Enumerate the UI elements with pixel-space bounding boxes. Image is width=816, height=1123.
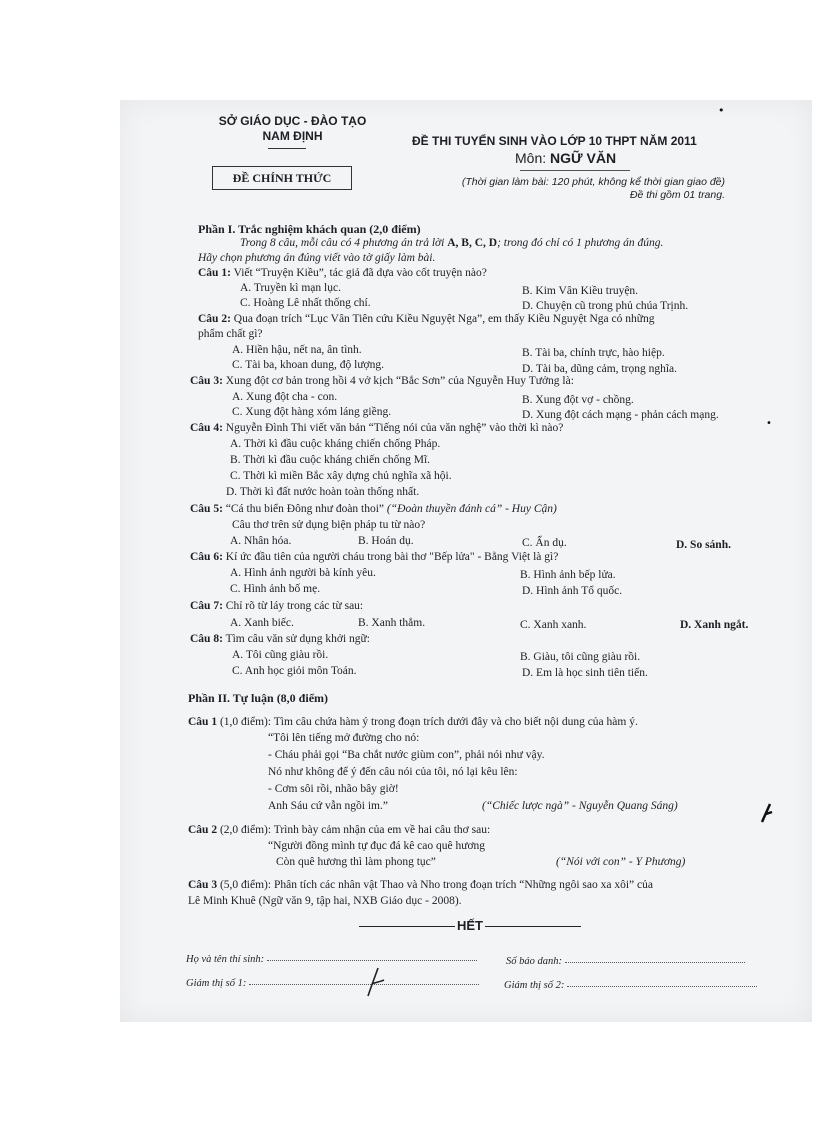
question-7-label: Câu 7:: [190, 600, 223, 612]
part2-title: Phần II. Tự luận (8,0 điểm): [188, 691, 329, 705]
q1-option-c: C. Hoàng Lê nhất thống chí.: [240, 297, 371, 309]
q7-option-d: D. Xanh ngắt.: [680, 619, 749, 631]
official-exam-box: ĐỀ CHÍNH THỨC: [212, 166, 352, 190]
question-5-source: (“Đoàn thuyền đánh cá” - Huy Cận): [386, 503, 557, 515]
department-header: [205, 114, 380, 144]
q3-option-c: C. Xung đột hàng xóm láng giềng.: [232, 406, 392, 418]
instruction-text-2: ; trong đó chỉ có 1 phương án đúng.: [497, 237, 664, 249]
q8-option-c: C. Anh học giỏi môn Toán.: [232, 665, 357, 677]
end-marker: [357, 918, 583, 933]
q4-option-c: C. Thời kì miền Bắc xây dựng chủ nghĩa xã hội.: [230, 470, 452, 482]
part1-instruction: [240, 236, 663, 252]
question-4: [190, 421, 563, 437]
ink-dot: •: [766, 418, 772, 429]
question-6-text: Kí ức đầu tiên của người cháu trong bài thơ "Bếp lửa" - Bằng Việt là gì?: [225, 551, 559, 563]
essay-1-score: (1,0 điểm):: [219, 716, 272, 728]
q4-option-b: B. Thời kì đầu cuộc kháng chiến chống Mĩ.: [230, 454, 431, 466]
question-1: [198, 266, 487, 282]
q7-option-c: C. Xanh xanh.: [520, 619, 587, 631]
q2-option-c: C. Tài ba, khoan dung, độ lượng.: [232, 359, 385, 371]
question-2-text: Qua đoạn trích “Lục Vân Tiên cứu Kiều Nguyệt Nga”, em thấy Kiều Nguyệt Nga có những: [233, 313, 655, 325]
invigilator-2-line: [567, 985, 757, 987]
essay-1-quote-line-5: Anh Sáu cứ vẫn ngồi im.”: [268, 800, 388, 812]
end-label: HẾT: [457, 918, 483, 933]
department-line-2: NAM ĐỊNH: [262, 129, 323, 143]
question-1-label: Câu 1:: [198, 267, 231, 279]
q4-option-a: A. Thời kì đầu cuộc kháng chiến chống Pháp.: [230, 438, 441, 450]
question-5-text-line2: Câu thơ trên sử dụng biện pháp tu từ nào?: [232, 519, 426, 531]
q1-option-d: D. Chuyện cũ trong phủ chúa Trịnh.: [522, 300, 689, 312]
q8-option-d: D. Em là học sinh tiên tiến.: [522, 667, 648, 679]
question-6-label: Câu 6:: [190, 551, 223, 563]
q6-option-c: C. Hình ảnh bố mẹ.: [230, 583, 321, 595]
subject-label: Môn:: [515, 150, 547, 166]
question-2: [198, 312, 655, 328]
q6-option-a: A. Hình ảnh người bà kính yêu.: [230, 567, 376, 579]
q3-option-a: A. Xung đột cha - con.: [232, 391, 338, 403]
instruction-text-1: Trong 8 câu, mỗi câu có 4 phương án trả lời: [240, 237, 445, 249]
q6-option-d: D. Hình ảnh Tổ quốc.: [522, 585, 623, 597]
q3-option-d: D. Xung đột cách mạng - phản cách mạng.: [522, 409, 719, 421]
candidate-number-field: [506, 956, 745, 967]
q6-option-b: B. Hình ảnh bếp lửa.: [520, 569, 616, 581]
candidate-number-line: [565, 961, 745, 963]
subject-divider: [520, 170, 630, 171]
question-3-label: Câu 3:: [190, 375, 223, 387]
part1-title: Phần I. Trắc nghiệm khách quan (2,0 điểm): [198, 222, 421, 236]
essay-3-label: Câu 3: [188, 879, 218, 891]
part1-instruction-line2: Hãy chọn phương án đúng viết vào tờ giấy làm bài.: [198, 252, 436, 264]
q5-option-b: B. Hoán dụ.: [358, 535, 414, 547]
question-2-label: Câu 2:: [198, 313, 231, 325]
question-7-text: Chỉ rõ từ láy trong các từ sau:: [225, 600, 364, 612]
q5-option-a: A. Nhân hóa.: [230, 535, 292, 547]
exam-title: ĐỀ THI TUYỂN SINH VÀO LỚP 10 THPT NĂM 2011: [412, 134, 697, 148]
essay-1-quote-line-4: - Cơm sôi rồi, nhão bây giờ!: [268, 783, 399, 795]
essay-2-quote-line-2: Còn quê hương thì làm phong tục”: [276, 856, 436, 868]
signature-mark: [364, 966, 386, 998]
pen-mark-right: [756, 800, 778, 826]
essay-2-label: Câu 2: [188, 824, 218, 836]
essay-3-text: Phân tích các nhân vật Thao và Nho trong đoạn trích “Những ngôi sao xa xôi” của: [273, 879, 653, 891]
essay-question-1: [188, 715, 638, 731]
essay-3-text-line2: Lê Minh Khuê (Ngữ văn 9, tập hai, NXB Giáo dục - 2008).: [188, 895, 462, 907]
question-6: [190, 550, 558, 566]
candidate-number-label: Số báo danh:: [506, 956, 562, 967]
q3-option-b: B. Xung đột vợ - chồng.: [522, 394, 634, 406]
time-note: [415, 176, 725, 202]
essay-2-text: Trình bày cảm nhận của em về hai câu thơ sau:: [273, 824, 491, 836]
candidate-name-field: [186, 954, 477, 965]
invigilator-1-label: Giám thị số 1:: [186, 978, 247, 989]
q7-option-a: A. Xanh biếc.: [230, 617, 294, 629]
essay-1-quote-line-3: Nó như không để ý đến câu nói của tôi, nó lại kêu lên:: [268, 766, 518, 778]
question-4-text: Nguyễn Đình Thi viết văn bản “Tiếng nói của văn nghệ” vào thời kì nào?: [225, 422, 564, 434]
exam-paper: [120, 100, 812, 1022]
essay-question-3: [188, 878, 653, 894]
pages-note: Đề thi gồm 01 trang.: [629, 189, 725, 201]
essay-1-quote-line-1: “Tôi lên tiếng mở đường cho nó:: [268, 732, 420, 744]
question-5-text: “Cá thu biển Đông như đoàn thoi”: [225, 503, 385, 515]
question-4-label: Câu 4:: [190, 422, 223, 434]
invigilator-2-field: [504, 980, 757, 991]
question-8-text: Tìm câu văn sử dụng khởi ngữ:: [225, 633, 370, 645]
q2-option-d: D. Tài ba, dũng cảm, trọng nghĩa.: [522, 363, 678, 375]
ink-spot: •: [718, 104, 725, 117]
instruction-letters: A, B, C, D: [447, 237, 498, 249]
essay-1-text: Tìm câu chứa hàm ý trong đoạn trích dưới đây và cho biết nội dung của hàm ý.: [273, 716, 638, 728]
essay-question-2: [188, 823, 490, 839]
question-5-label: Câu 5:: [190, 503, 223, 515]
time-note-line: (Thời gian làm bài: 120 phút, không kể thời gian giao đề): [461, 176, 725, 188]
end-rule-left: [359, 926, 455, 927]
question-3-text: Xung đột cơ bản trong hồi 4 vở kịch “Bắc Sơn” của Nguyễn Huy Tưởng là:: [225, 375, 574, 387]
question-1-text: Viết “Truyện Kiều”, tác giả đã dựa vào cốt truyện nào?: [233, 267, 487, 279]
q5-option-d: D. So sánh.: [676, 539, 731, 551]
essay-1-quote-line-2: - Cháu phải gọi “Ba chắt nước giùm con”, phải nói như vậy.: [268, 749, 545, 761]
candidate-name-line: [267, 959, 477, 961]
q2-option-a: A. Hiền hậu, nết na, ân tình.: [232, 344, 362, 356]
essay-3-score: (5,0 điểm):: [219, 879, 272, 891]
photo-background: [0, 0, 120, 1123]
question-8-label: Câu 8:: [190, 633, 223, 645]
subject-line: [515, 150, 616, 166]
question-7: [190, 599, 363, 615]
candidate-name-label: Họ và tên thí sinh:: [186, 954, 265, 965]
header-divider: [268, 148, 306, 149]
invigilator-2-label: Giám thị số 2:: [504, 980, 565, 991]
essay-1-label: Câu 1: [188, 716, 218, 728]
q1-option-b: B. Kim Vân Kiều truyện.: [522, 285, 639, 297]
question-8: [190, 632, 370, 648]
essay-1-source: (“Chiếc lược ngà” - Nguyễn Quang Sáng): [482, 800, 678, 812]
q8-option-a: A. Tôi cũng giàu rồi.: [232, 649, 329, 661]
invigilator-1-field: [186, 978, 479, 989]
essay-2-source: (“Nói với con” - Y Phương): [556, 856, 686, 868]
q8-option-b: B. Giàu, tôi cũng giàu rồi.: [520, 651, 641, 663]
essay-2-score: (2,0 điểm):: [219, 824, 272, 836]
department-line-1: SỞ GIÁO DỤC - ĐÀO TẠO: [218, 114, 367, 128]
question-5: [190, 502, 557, 518]
end-rule-right: [485, 926, 581, 927]
question-2-text-line2: phẩm chất gì?: [198, 328, 263, 340]
q2-option-b: B. Tài ba, chính trực, hào hiệp.: [522, 347, 665, 359]
subject-name: NGỮ VĂN: [550, 150, 617, 166]
question-3: [190, 374, 574, 390]
q1-option-a: A. Truyền kì mạn lục.: [240, 282, 341, 294]
q5-option-c: C. Ẩn dụ.: [522, 537, 567, 549]
q7-option-b: B. Xanh thẳm.: [358, 617, 426, 629]
q4-option-d: D. Thời kì đất nước hoàn toàn thống nhất.: [226, 486, 420, 498]
essay-2-quote-line-1: “Người đồng mình tự đục đá kê cao quê hương: [268, 840, 486, 852]
